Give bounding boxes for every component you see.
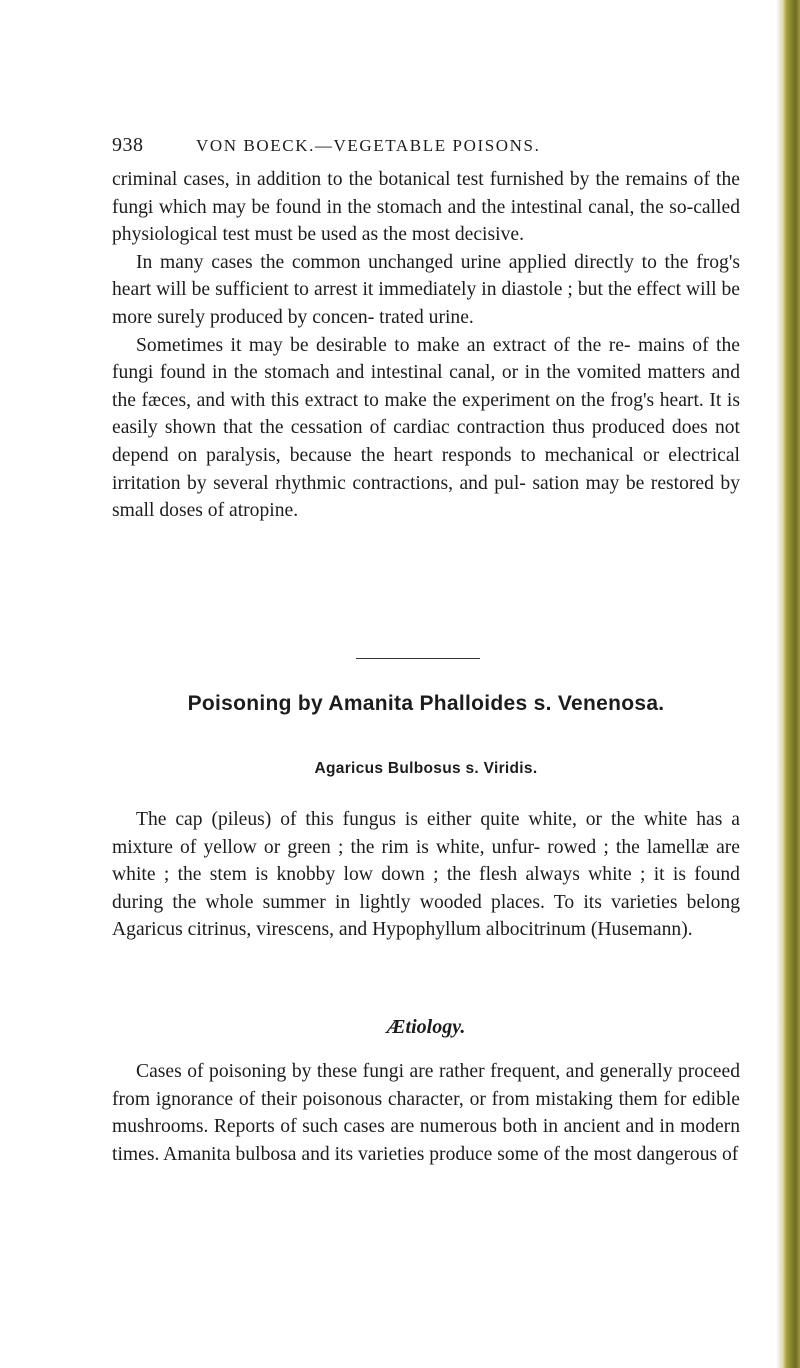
text-line: that the cessation of cardiac contraction thus produced does not: [223, 417, 740, 439]
section-subtitle: Agaricus Bulbosus s. Viridis.: [314, 760, 538, 777]
text-line: the flesh always white ; it is found during the whole summer in: [112, 864, 740, 913]
paragraph-extract-experiment: [112, 332, 740, 525]
paragraph-aetiology: [112, 1058, 740, 1168]
description-text-block: [112, 806, 740, 944]
text-line: cases are numerous both in ancient and in modern times. Amanita: [112, 1116, 740, 1165]
page-header: [112, 134, 752, 164]
text-line: make the experiment on the frog's heart. It is easily shown: [112, 389, 740, 439]
opening-text-block: [112, 166, 740, 525]
book-binding-edge: [782, 0, 800, 1368]
text-line: sation may be restored by small doses of atropine.: [112, 472, 740, 522]
text-line: generally proceed from ignorance of their poisonous character,: [112, 1061, 740, 1110]
aetiology-text-block: [112, 1058, 740, 1168]
text-line: intestinal canal, the so-called physiological test must be used as: [112, 196, 740, 246]
text-line: depend on paralysis, because the heart responds to mechanical: [112, 444, 634, 466]
text-line: mains of the fungi found in the stomach and intestinal canal, or: [112, 334, 740, 384]
text-line: criminal cases, in addition to the botanical test furnished by the: [112, 169, 620, 190]
text-line: virescens, and Hypophyllum albocitrinum (Husemann).: [256, 919, 693, 941]
text-line: the most decisive.: [383, 224, 524, 246]
text-line: lightly wooded places. To its varieties belong Agaricus citrinus,: [112, 891, 741, 941]
page-number: 938: [112, 134, 144, 156]
paragraph-fungus-description: [112, 806, 740, 944]
text-line: white has a mixture of yellow or green ; the rim is white, unfur-: [112, 809, 740, 858]
text-line: to the frog's heart will be sufficient to arrest it immediately in: [112, 251, 740, 301]
running-head: VON BOECK.—VEGETABLE POISONS.: [196, 136, 541, 155]
text-line: or electrical irritation by several rhythmic contractions, and pul-: [112, 444, 740, 494]
text-line: The cap (pileus) of this fungus is either quite white, or the: [136, 809, 635, 830]
aetiology-subheading: Ætiology.: [386, 1016, 466, 1038]
text-line: In many cases the common unchanged urine applied directly: [136, 251, 634, 273]
text-line: in the vomited matters and the fæces, and with this extract to: [112, 362, 741, 411]
text-line: rowed ; the lamellæ are white ; the stem is knobby low down ;: [112, 836, 740, 886]
text-line: trated urine.: [379, 306, 474, 328]
text-line: Sometimes it may be desirable to make an extract of the re-: [136, 334, 631, 356]
text-line: remains of the fungi which may be found in the stomach and the: [112, 169, 740, 218]
section-title: Poisoning by Amanita Phalloides s. Venenosa.: [187, 692, 665, 715]
text-line: bulbosa and its varieties produce some of the most dangerous of: [235, 1143, 739, 1165]
text-line: diastole ; but the effect will be more surely produced by concen-: [112, 279, 740, 328]
text-line: Cases of poisoning by these fungi are rather frequent, and: [136, 1061, 595, 1082]
text-line: or from mistaking them for edible mushrooms. Reports of such: [112, 1088, 741, 1138]
paragraph-urine-test: [112, 249, 740, 332]
section-divider-rule: [356, 658, 480, 659]
paragraph-continuation: [112, 166, 740, 249]
